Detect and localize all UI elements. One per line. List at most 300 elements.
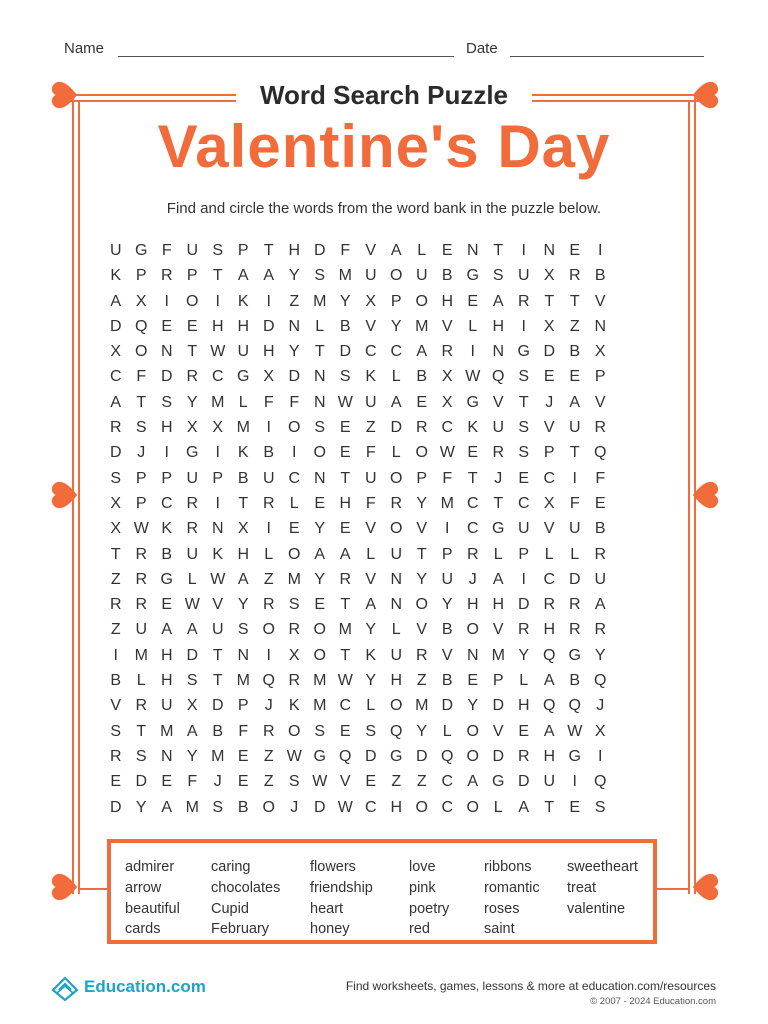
grid-letter[interactable]: U bbox=[262, 469, 275, 487]
grid-letter[interactable]: Y bbox=[288, 343, 300, 361]
grid-letter[interactable]: Q bbox=[390, 722, 403, 740]
grid-letter[interactable]: K bbox=[110, 267, 122, 285]
grid-letter[interactable]: I bbox=[266, 292, 271, 310]
grid-letter[interactable]: O bbox=[135, 343, 148, 361]
grid-letter[interactable]: P bbox=[594, 368, 606, 386]
grid-letter[interactable]: O bbox=[390, 697, 403, 715]
grid-letter[interactable]: G bbox=[517, 343, 530, 361]
grid-letter[interactable]: P bbox=[161, 469, 173, 487]
grid-letter[interactable]: Y bbox=[416, 722, 428, 740]
grid-letter[interactable]: M bbox=[160, 722, 174, 740]
grid-letter[interactable]: S bbox=[212, 242, 224, 259]
grid-letter[interactable]: Z bbox=[263, 773, 274, 791]
grid-letter[interactable]: M bbox=[211, 393, 225, 411]
grid-letter[interactable]: U bbox=[594, 570, 607, 588]
grid-letter[interactable]: H bbox=[262, 343, 275, 361]
grid-letter[interactable]: Z bbox=[569, 317, 580, 335]
grid-letter[interactable]: X bbox=[441, 393, 453, 411]
grid-letter[interactable]: V bbox=[441, 317, 453, 335]
grid-letter[interactable]: C bbox=[364, 798, 377, 816]
grid-letter[interactable]: T bbox=[238, 494, 249, 512]
grid-letter[interactable]: T bbox=[416, 545, 427, 563]
grid-letter[interactable]: V bbox=[416, 621, 428, 639]
grid-letter[interactable]: A bbox=[161, 621, 173, 639]
grid-letter[interactable]: K bbox=[237, 444, 249, 462]
grid-letter[interactable]: N bbox=[543, 242, 556, 259]
grid-letter[interactable]: Q bbox=[135, 317, 148, 335]
grid-letter[interactable]: Y bbox=[186, 393, 198, 411]
grid-letter[interactable]: V bbox=[416, 520, 428, 538]
grid-letter[interactable]: M bbox=[134, 646, 148, 664]
grid-letter[interactable]: Q bbox=[339, 747, 352, 765]
grid-letter[interactable]: F bbox=[289, 393, 300, 411]
grid-letter[interactable]: B bbox=[441, 672, 453, 690]
grid-letter[interactable]: X bbox=[543, 494, 555, 512]
grid-letter[interactable]: R bbox=[517, 621, 530, 639]
grid-letter[interactable]: X bbox=[212, 419, 224, 437]
grid-letter[interactable]: R bbox=[135, 545, 148, 563]
grid-letter[interactable]: Z bbox=[263, 747, 274, 765]
grid-letter[interactable]: I bbox=[164, 292, 169, 310]
grid-letter[interactable]: C bbox=[441, 419, 454, 437]
grid-letter[interactable]: M bbox=[313, 292, 327, 310]
grid-letter[interactable]: S bbox=[518, 444, 530, 462]
grid-letter[interactable]: E bbox=[314, 494, 326, 512]
grid-letter[interactable]: U bbox=[237, 343, 250, 361]
grid-letter[interactable]: E bbox=[416, 393, 428, 411]
grid-letter[interactable]: W bbox=[312, 773, 328, 791]
grid-letter[interactable]: Q bbox=[594, 672, 607, 690]
grid-letter[interactable]: H bbox=[441, 292, 454, 310]
grid-letter[interactable]: V bbox=[594, 393, 606, 411]
grid-letter[interactable]: R bbox=[160, 267, 173, 285]
grid-letter[interactable]: F bbox=[365, 444, 376, 462]
grid-letter[interactable]: P bbox=[416, 469, 428, 487]
grid-letter[interactable]: Y bbox=[135, 798, 147, 816]
grid-letter[interactable]: D bbox=[313, 242, 326, 259]
grid-letter[interactable]: I bbox=[113, 646, 118, 664]
grid-letter[interactable]: C bbox=[441, 773, 454, 791]
grid-letter[interactable]: I bbox=[266, 419, 271, 437]
grid-letter[interactable]: N bbox=[594, 317, 607, 335]
grid-letter[interactable]: E bbox=[543, 368, 555, 386]
grid-letter[interactable]: R bbox=[186, 368, 199, 386]
grid-letter[interactable]: R bbox=[288, 672, 301, 690]
grid-letter[interactable]: H bbox=[492, 596, 505, 614]
grid-letter[interactable]: O bbox=[262, 621, 275, 639]
grid-letter[interactable]: I bbox=[572, 773, 577, 791]
grid-letter[interactable]: W bbox=[210, 343, 226, 361]
grid-letter[interactable]: R bbox=[262, 494, 275, 512]
grid-letter[interactable]: B bbox=[569, 672, 581, 690]
grid-letter[interactable]: R bbox=[109, 747, 122, 765]
grid-letter[interactable]: W bbox=[286, 747, 302, 765]
grid-letter[interactable]: A bbox=[110, 292, 122, 310]
grid-letter[interactable]: F bbox=[263, 393, 274, 411]
grid-letter[interactable]: C bbox=[543, 570, 556, 588]
grid-letter[interactable]: Y bbox=[467, 697, 479, 715]
grid-letter[interactable]: N bbox=[466, 646, 479, 664]
grid-letter[interactable]: D bbox=[568, 570, 581, 588]
grid-letter[interactable]: R bbox=[186, 520, 199, 538]
grid-letter[interactable]: M bbox=[236, 419, 250, 437]
grid-letter[interactable]: D bbox=[364, 747, 377, 765]
grid-letter[interactable]: P bbox=[390, 292, 402, 310]
grid-letter[interactable]: R bbox=[262, 596, 275, 614]
grid-letter[interactable]: D bbox=[211, 697, 224, 715]
grid-letter[interactable]: W bbox=[439, 444, 455, 462]
grid-letter[interactable]: C bbox=[339, 697, 352, 715]
grid-letter[interactable]: O bbox=[415, 596, 428, 614]
grid-letter[interactable]: A bbox=[263, 267, 275, 285]
grid-letter[interactable]: L bbox=[417, 242, 427, 259]
grid-letter[interactable]: J bbox=[137, 444, 146, 462]
grid-letter[interactable]: G bbox=[186, 444, 199, 462]
grid-letter[interactable]: G bbox=[237, 368, 250, 386]
grid-letter[interactable]: M bbox=[287, 570, 301, 588]
grid-letter[interactable]: X bbox=[135, 292, 147, 310]
grid-letter[interactable]: Y bbox=[186, 747, 198, 765]
grid-letter[interactable]: T bbox=[544, 798, 555, 816]
grid-letter[interactable]: N bbox=[237, 646, 250, 664]
grid-letter[interactable]: T bbox=[340, 596, 351, 614]
grid-letter[interactable]: N bbox=[288, 317, 301, 335]
grid-letter[interactable]: N bbox=[160, 747, 173, 765]
grid-letter[interactable]: B bbox=[441, 267, 453, 285]
grid-letter[interactable]: F bbox=[187, 773, 198, 791]
grid-letter[interactable]: Z bbox=[289, 292, 300, 310]
grid-letter[interactable]: S bbox=[339, 368, 351, 386]
grid-letter[interactable]: S bbox=[492, 267, 504, 285]
grid-letter[interactable]: O bbox=[288, 545, 301, 563]
grid-letter[interactable]: J bbox=[545, 393, 554, 411]
grid-letter[interactable]: E bbox=[594, 494, 606, 512]
grid-letter[interactable]: D bbox=[543, 343, 556, 361]
grid-letter[interactable]: W bbox=[465, 368, 481, 386]
grid-letter[interactable]: N bbox=[313, 393, 326, 411]
grid-letter[interactable]: U bbox=[135, 621, 148, 639]
grid-letter[interactable]: D bbox=[160, 368, 173, 386]
grid-letter[interactable]: E bbox=[161, 317, 173, 335]
grid-letter[interactable]: P bbox=[135, 494, 147, 512]
grid-letter[interactable]: I bbox=[215, 494, 220, 512]
grid-letter[interactable]: Q bbox=[543, 697, 556, 715]
grid-letter[interactable]: Y bbox=[518, 646, 530, 664]
grid-letter[interactable]: V bbox=[365, 317, 377, 335]
grid-letter[interactable]: V bbox=[543, 419, 555, 437]
grid-letter[interactable]: S bbox=[288, 596, 300, 614]
grid-letter[interactable]: E bbox=[161, 596, 173, 614]
grid-letter[interactable]: I bbox=[598, 242, 603, 259]
grid-letter[interactable]: L bbox=[366, 545, 376, 563]
grid-letter[interactable]: E bbox=[288, 520, 300, 538]
grid-letter[interactable]: K bbox=[288, 697, 300, 715]
grid-letter[interactable]: R bbox=[390, 494, 403, 512]
grid-letter[interactable]: R bbox=[594, 545, 607, 563]
grid-letter[interactable]: E bbox=[314, 596, 326, 614]
grid-letter[interactable]: I bbox=[164, 444, 169, 462]
grid-letter[interactable]: X bbox=[365, 292, 377, 310]
grid-letter[interactable]: C bbox=[364, 343, 377, 361]
education-logo[interactable] bbox=[50, 972, 206, 1002]
grid-letter[interactable]: O bbox=[466, 747, 479, 765]
grid-letter[interactable]: W bbox=[337, 672, 353, 690]
grid-letter[interactable]: U bbox=[364, 393, 377, 411]
grid-letter[interactable]: K bbox=[212, 545, 224, 563]
grid-letter[interactable]: Z bbox=[365, 419, 376, 437]
grid-letter[interactable]: M bbox=[338, 267, 352, 285]
grid-letter[interactable]: A bbox=[569, 393, 581, 411]
grid-letter[interactable]: W bbox=[184, 596, 200, 614]
grid-letter[interactable]: Q bbox=[594, 773, 607, 791]
grid-letter[interactable]: L bbox=[391, 621, 401, 639]
grid-letter[interactable]: Z bbox=[416, 672, 427, 690]
grid-letter[interactable]: E bbox=[110, 773, 122, 791]
grid-letter[interactable]: E bbox=[467, 672, 479, 690]
grid-letter[interactable]: H bbox=[160, 646, 173, 664]
grid-letter[interactable]: I bbox=[445, 520, 450, 538]
grid-letter[interactable]: F bbox=[238, 722, 249, 740]
grid-letter[interactable]: H bbox=[543, 747, 556, 765]
grid-letter[interactable]: G bbox=[568, 747, 581, 765]
grid-letter[interactable]: Q bbox=[594, 444, 607, 462]
grid-letter[interactable]: L bbox=[391, 368, 401, 386]
grid-letter[interactable]: D bbox=[135, 773, 148, 791]
grid-letter[interactable]: T bbox=[314, 343, 325, 361]
grid-letter[interactable]: G bbox=[313, 747, 326, 765]
grid-letter[interactable]: O bbox=[288, 722, 301, 740]
grid-letter[interactable]: E bbox=[237, 773, 249, 791]
grid-letter[interactable]: A bbox=[186, 621, 198, 639]
grid-letter[interactable]: G bbox=[466, 393, 479, 411]
grid-letter[interactable]: L bbox=[391, 444, 401, 462]
grid-letter[interactable]: M bbox=[313, 672, 327, 690]
grid-letter[interactable]: L bbox=[315, 317, 325, 335]
grid-letter[interactable]: R bbox=[109, 419, 122, 437]
grid-letter[interactable]: A bbox=[161, 798, 173, 816]
grid-letter[interactable]: Q bbox=[262, 672, 275, 690]
grid-letter[interactable]: S bbox=[594, 798, 606, 816]
grid-letter[interactable]: B bbox=[594, 267, 606, 285]
grid-letter[interactable]: G bbox=[160, 570, 173, 588]
grid-letter[interactable]: D bbox=[313, 798, 326, 816]
word-search-grid[interactable] bbox=[103, 238, 613, 820]
grid-letter[interactable]: S bbox=[314, 722, 326, 740]
grid-letter[interactable]: Q bbox=[568, 697, 581, 715]
grid-letter[interactable]: U bbox=[415, 267, 428, 285]
grid-letter[interactable]: C bbox=[441, 798, 454, 816]
grid-letter[interactable]: A bbox=[543, 672, 555, 690]
grid-letter[interactable]: C bbox=[390, 343, 403, 361]
grid-letter[interactable]: N bbox=[492, 343, 505, 361]
grid-letter[interactable]: D bbox=[288, 368, 301, 386]
grid-letter[interactable]: O bbox=[288, 419, 301, 437]
grid-letter[interactable]: O bbox=[466, 722, 479, 740]
grid-letter[interactable]: U bbox=[441, 570, 454, 588]
grid-letter[interactable]: P bbox=[492, 672, 504, 690]
grid-letter[interactable]: D bbox=[109, 444, 122, 462]
grid-letter[interactable]: Q bbox=[492, 368, 505, 386]
grid-letter[interactable]: I bbox=[572, 469, 577, 487]
grid-letter[interactable]: A bbox=[492, 570, 504, 588]
grid-letter[interactable]: V bbox=[441, 646, 453, 664]
grid-letter[interactable]: R bbox=[415, 646, 428, 664]
grid-letter[interactable]: M bbox=[415, 697, 429, 715]
grid-letter[interactable]: I bbox=[521, 242, 526, 259]
grid-letter[interactable]: F bbox=[595, 469, 606, 487]
grid-letter[interactable]: U bbox=[186, 469, 199, 487]
grid-letter[interactable]: F bbox=[442, 469, 453, 487]
grid-letter[interactable]: H bbox=[466, 596, 479, 614]
grid-letter[interactable]: M bbox=[185, 798, 199, 816]
grid-letter[interactable]: Y bbox=[314, 570, 326, 588]
grid-letter[interactable]: R bbox=[339, 570, 352, 588]
grid-letter[interactable]: E bbox=[161, 773, 173, 791]
grid-letter[interactable]: K bbox=[365, 646, 377, 664]
grid-letter[interactable]: N bbox=[390, 570, 403, 588]
grid-letter[interactable]: V bbox=[365, 570, 377, 588]
grid-letter[interactable]: P bbox=[212, 469, 224, 487]
grid-letter[interactable]: D bbox=[262, 317, 275, 335]
grid-letter[interactable]: A bbox=[339, 545, 351, 563]
grid-letter[interactable]: X bbox=[263, 368, 275, 386]
grid-letter[interactable]: V bbox=[492, 722, 504, 740]
grid-letter[interactable]: C bbox=[109, 368, 122, 386]
grid-letter[interactable]: O bbox=[313, 646, 326, 664]
grid-letter[interactable]: C bbox=[543, 469, 556, 487]
grid-letter[interactable]: X bbox=[288, 646, 300, 664]
grid-letter[interactable]: X bbox=[237, 520, 249, 538]
grid-letter[interactable]: G bbox=[492, 773, 505, 791]
grid-letter[interactable]: B bbox=[212, 722, 224, 740]
grid-letter[interactable]: L bbox=[493, 798, 503, 816]
grid-letter[interactable]: S bbox=[314, 267, 326, 285]
grid-letter[interactable]: M bbox=[491, 646, 505, 664]
grid-letter[interactable]: B bbox=[237, 469, 249, 487]
grid-letter[interactable]: T bbox=[187, 343, 198, 361]
grid-letter[interactable]: E bbox=[441, 242, 453, 259]
grid-letter[interactable]: U bbox=[492, 419, 505, 437]
grid-letter[interactable]: U bbox=[109, 242, 122, 259]
grid-letter[interactable]: D bbox=[109, 798, 122, 816]
grid-letter[interactable]: S bbox=[212, 798, 224, 816]
grid-letter[interactable]: S bbox=[518, 419, 530, 437]
grid-letter[interactable]: N bbox=[390, 596, 403, 614]
grid-letter[interactable]: T bbox=[110, 545, 121, 563]
grid-letter[interactable]: H bbox=[339, 494, 352, 512]
grid-letter[interactable]: F bbox=[161, 242, 172, 259]
grid-letter[interactable]: P bbox=[135, 267, 147, 285]
grid-letter[interactable]: R bbox=[262, 722, 275, 740]
grid-letter[interactable]: X bbox=[110, 343, 122, 361]
grid-letter[interactable]: Z bbox=[110, 570, 121, 588]
grid-letter[interactable]: I bbox=[215, 444, 220, 462]
grid-letter[interactable]: T bbox=[212, 646, 223, 664]
grid-letter[interactable]: U bbox=[568, 520, 581, 538]
grid-letter[interactable]: S bbox=[161, 393, 173, 411]
grid-letter[interactable]: W bbox=[337, 393, 353, 411]
grid-letter[interactable]: U bbox=[390, 646, 403, 664]
grid-letter[interactable]: Y bbox=[390, 317, 402, 335]
grid-letter[interactable]: B bbox=[569, 343, 581, 361]
grid-letter[interactable]: J bbox=[494, 469, 503, 487]
grid-letter[interactable]: Z bbox=[263, 570, 274, 588]
grid-letter[interactable]: B bbox=[441, 621, 453, 639]
grid-letter[interactable]: I bbox=[266, 646, 271, 664]
grid-letter[interactable]: E bbox=[186, 317, 198, 335]
grid-letter[interactable]: A bbox=[110, 393, 122, 411]
grid-letter[interactable]: V bbox=[543, 520, 555, 538]
grid-letter[interactable]: N bbox=[211, 520, 224, 538]
grid-letter[interactable]: C bbox=[288, 469, 301, 487]
grid-letter[interactable]: D bbox=[517, 773, 530, 791]
grid-letter[interactable]: T bbox=[569, 444, 580, 462]
grid-letter[interactable]: J bbox=[290, 798, 299, 816]
grid-letter[interactable]: N bbox=[466, 242, 479, 259]
grid-letter[interactable]: U bbox=[364, 267, 377, 285]
grid-letter[interactable]: Y bbox=[441, 596, 453, 614]
grid-letter[interactable]: H bbox=[211, 317, 224, 335]
grid-letter[interactable]: G bbox=[466, 267, 479, 285]
grid-letter[interactable]: R bbox=[568, 267, 581, 285]
grid-letter[interactable]: T bbox=[493, 242, 504, 259]
grid-letter[interactable]: M bbox=[211, 747, 225, 765]
grid-letter[interactable]: L bbox=[187, 570, 197, 588]
grid-letter[interactable]: H bbox=[160, 672, 173, 690]
grid-letter[interactable]: R bbox=[594, 419, 607, 437]
grid-letter[interactable]: O bbox=[186, 292, 199, 310]
grid-letter[interactable]: D bbox=[492, 747, 505, 765]
grid-letter[interactable]: A bbox=[467, 773, 479, 791]
grid-letter[interactable]: F bbox=[340, 242, 351, 259]
grid-letter[interactable]: Y bbox=[416, 494, 428, 512]
grid-letter[interactable]: E bbox=[467, 292, 479, 310]
grid-letter[interactable]: J bbox=[468, 570, 477, 588]
grid-letter[interactable]: T bbox=[340, 469, 351, 487]
grid-letter[interactable]: O bbox=[466, 621, 479, 639]
grid-letter[interactable]: T bbox=[544, 292, 555, 310]
grid-letter[interactable]: A bbox=[518, 798, 530, 816]
grid-letter[interactable]: U bbox=[568, 419, 581, 437]
grid-letter[interactable]: O bbox=[415, 798, 428, 816]
grid-letter[interactable]: Y bbox=[339, 292, 351, 310]
grid-letter[interactable]: D bbox=[109, 317, 122, 335]
grid-letter[interactable]: H bbox=[492, 317, 505, 335]
grid-letter[interactable]: H bbox=[517, 697, 530, 715]
grid-letter[interactable]: V bbox=[110, 697, 122, 715]
grid-letter[interactable]: U bbox=[543, 773, 556, 791]
grid-letter[interactable]: S bbox=[135, 419, 147, 437]
grid-letter[interactable]: R bbox=[517, 292, 530, 310]
grid-letter[interactable]: Y bbox=[416, 570, 428, 588]
grid-letter[interactable]: S bbox=[110, 469, 122, 487]
grid-letter[interactable]: I bbox=[521, 317, 526, 335]
grid-letter[interactable]: G bbox=[492, 520, 505, 538]
grid-letter[interactable]: L bbox=[544, 545, 554, 563]
grid-letter[interactable]: K bbox=[237, 292, 249, 310]
grid-letter[interactable]: T bbox=[518, 393, 529, 411]
grid-letter[interactable]: V bbox=[339, 773, 351, 791]
grid-letter[interactable]: Y bbox=[314, 520, 326, 538]
grid-letter[interactable]: T bbox=[340, 646, 351, 664]
grid-letter[interactable]: P bbox=[543, 444, 555, 462]
grid-letter[interactable]: T bbox=[212, 267, 223, 285]
grid-letter[interactable]: X bbox=[186, 697, 198, 715]
grid-letter[interactable]: H bbox=[237, 545, 250, 563]
grid-letter[interactable]: I bbox=[470, 343, 475, 361]
grid-letter[interactable]: Q bbox=[543, 646, 556, 664]
grid-letter[interactable]: K bbox=[365, 368, 377, 386]
